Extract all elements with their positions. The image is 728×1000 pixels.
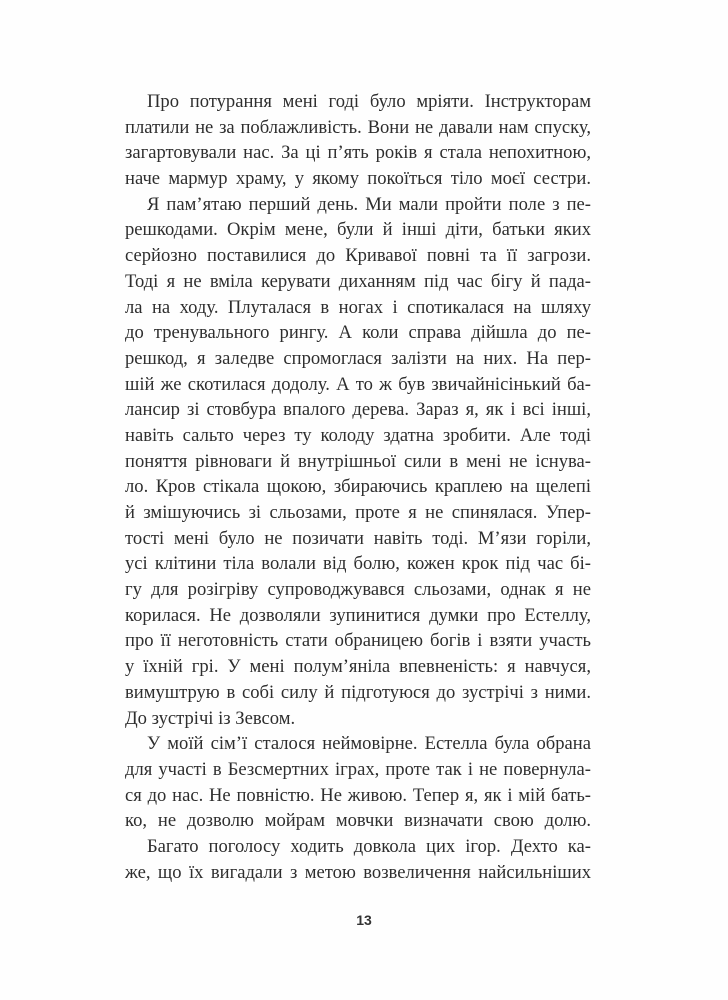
text-line: ко, не дозволю мойрам мовчки визначати свою долю. [125, 810, 591, 832]
text-line: Я пам’ятаю перший день. Ми мали пройти поле з пе- [147, 193, 591, 215]
text-line: у їхній грі. У мені полум’яніла впевненість: я навчуся, [125, 656, 591, 678]
text-line: серйозно поставилися до Кривавої повні та її загрози. [125, 245, 591, 267]
text-line: ло. Кров стікала щокою, збираючись краплею на щелепі [125, 476, 591, 498]
text-line: тості мені було не позичати навіть тоді. М’язи горіли, [125, 527, 591, 549]
text-line: У моїй сім’ї сталося неймовірне. Естелла була обрана [147, 733, 591, 755]
text-line: ла на ходу. Плуталася в ногах і спотикалася на шляху [125, 296, 591, 318]
paragraph [125, 192, 591, 731]
text-line: для участі в Безсмертних іграх, проте так і не повернула- [125, 758, 591, 780]
text-line: Тоді я не вміла керувати диханням під час бігу й пада- [125, 270, 591, 292]
paragraph [125, 89, 591, 192]
text-line: про її неготовність стати обраницею богів і взяти участь [125, 630, 591, 652]
text-line: наче мармур храму, у якому покоїться тіло моєї сестри. [125, 168, 591, 190]
text-line: решкодами. Окрім мене, були й інші діти, батьки яких [125, 219, 591, 241]
text-line: гу для розігріву супроводжувався сльозами, однак я не [125, 579, 591, 601]
text-line: усі клітини тіла волали від болю, кожен крок під час бі- [125, 553, 591, 575]
text-line: загартовували нас. За ці п’ять років я стала непохитною, [125, 142, 591, 164]
text-line: навіть сальто через ту колоду здатна зробити. Але тоді [125, 424, 591, 446]
body-text [125, 89, 591, 885]
paragraph [125, 731, 591, 834]
text-line: же, що їх вигадали з метою возвеличення найсильніших [125, 861, 591, 883]
text-line: до тренувального рингу. А коли справа дійшла до пе- [125, 322, 591, 344]
paragraph [125, 834, 591, 885]
text-line: корилася. Не дозволяли зупинитися думки про Естеллу, [125, 604, 591, 626]
text-line: Багато поголосу ходить довкола цих ігор. Дехто ка- [147, 835, 591, 857]
text-line: Про потурання мені годі було мріяти. Інструкторам [147, 91, 591, 112]
text-line: вимуштрую в собі силу й підготуюся до зустрічі з ними. [125, 681, 591, 703]
text-line: лансир зі стовбура впалого дерева. Зараз я, як і всі інші, [125, 399, 591, 421]
text-line: й змішуючись зі сльозами, проте я не спинялася. Упер- [125, 502, 591, 523]
text-line: шій же скотилася додолу. А то ж був звичайнісінький ба- [125, 373, 591, 395]
text-line: платили не за поблажливість. Вони не давали нам спуску, [125, 116, 591, 138]
text-line: ся до нас. Не повністю. Не живою. Тепер я, як і мій бать- [125, 784, 591, 806]
text-line: решкод, я заледве спромоглася залізти на них. На пер- [125, 347, 591, 369]
text-line: поняття рівноваги й внутрішньої сили в мені не існува- [125, 450, 591, 472]
text-line: До зустрічі із Зевсом. [125, 707, 296, 729]
page-number: 13 [356, 912, 372, 928]
